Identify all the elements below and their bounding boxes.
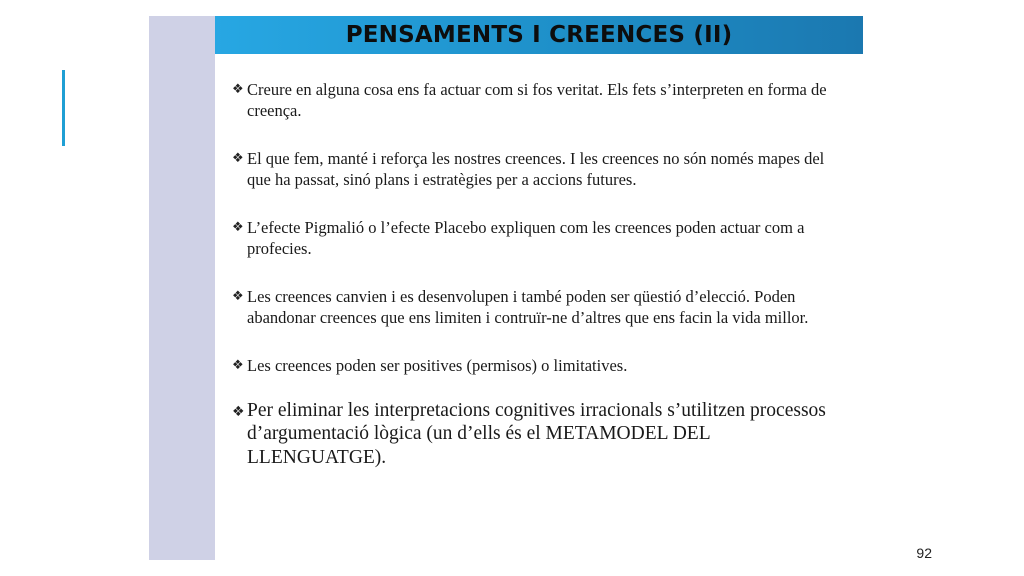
bullet-text: Les creences poden ser positives (permisos) o limitatives. — [247, 356, 628, 375]
slide-title: PENSAMENTS I CREENCES (II) — [345, 22, 733, 48]
diamond-bullet-icon: ❖ — [232, 289, 244, 304]
diamond-bullet-icon: ❖ — [232, 220, 244, 235]
bullet-item — [232, 218, 842, 259]
diamond-bullet-icon: ❖ — [232, 358, 244, 373]
bullet-item — [232, 287, 842, 328]
diamond-bullet-icon: ❖ — [232, 82, 244, 97]
accent-line — [62, 70, 65, 146]
bullet-item — [232, 80, 842, 121]
bullet-text: Creure en alguna cosa ens fa actuar com si fos veritat. Els fets s’interpreten en forma de creença. — [247, 80, 827, 120]
bullet-text: L’efecte Pigmalió o l’efecte Placebo expliquen com les creences poden actuar com a profecies. — [247, 218, 805, 258]
bullet-item — [232, 356, 842, 377]
diamond-bullet-icon: ❖ — [232, 403, 245, 420]
bullet-text: Per eliminar les interpretacions cognitives irracionals s’utilitzen processos d’argumentació lògica (un d’ells és el METAMODEL DEL LLENGUATGE). — [247, 399, 826, 468]
bullet-text: El que fem, manté i reforça les nostres creences. I les creences no són només mapes del que ha passat, sinó plans i estratègies per a accions futures. — [247, 149, 825, 189]
bullet-item — [232, 399, 842, 470]
bullet-item — [232, 149, 842, 190]
side-panel — [149, 16, 215, 560]
bullet-text: Les creences canvien i es desenvolupen i també poden ser qüestió d’elecció. Poden abandonar creences que ens limiten i contruïr-ne d’altres que ens facin la vida millor. — [247, 287, 809, 327]
title-bar — [215, 16, 863, 54]
diamond-bullet-icon: ❖ — [232, 151, 244, 166]
page-number: 92 — [916, 545, 932, 561]
bullet-list — [232, 80, 842, 469]
